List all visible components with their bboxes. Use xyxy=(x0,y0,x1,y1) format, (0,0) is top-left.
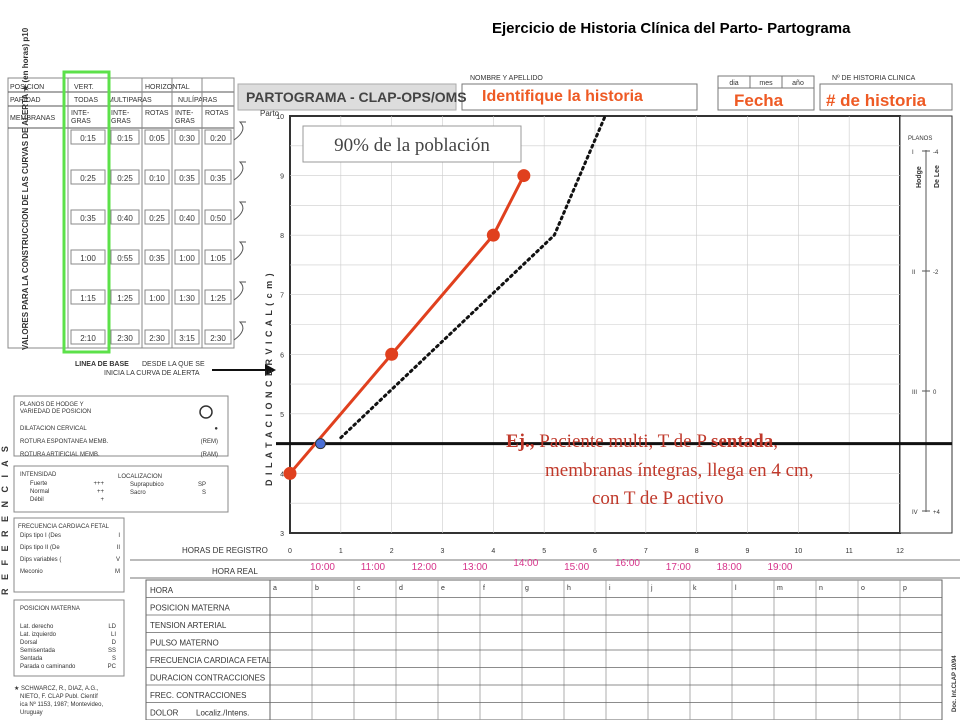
alert-value: 1:00 xyxy=(149,294,165,303)
sub-header: INTE- xyxy=(71,110,90,117)
ref-hodge-title: VARIEDAD DE POSICION xyxy=(20,409,92,415)
row-label-paridad: PARIDAD xyxy=(10,97,41,104)
example-line-1 xyxy=(506,431,778,452)
alert-value: 0:30 xyxy=(179,134,195,143)
record-column-letter: g xyxy=(525,585,529,592)
row-label-membranas: MEMBRANAS xyxy=(10,115,56,122)
real-hour-label: 13:00 xyxy=(462,562,488,573)
x-tick-label: 0 xyxy=(288,548,292,555)
citation-text: Uruguay xyxy=(20,710,43,716)
date-label: mes xyxy=(759,80,773,87)
header-multiparas: MULTIPARAS xyxy=(108,97,152,104)
record-column-letter: n xyxy=(819,585,823,592)
posicion-title: POSICION MATERNA xyxy=(20,606,80,612)
record-column-letter: b xyxy=(315,585,319,592)
alert-value: 0:15 xyxy=(80,134,96,143)
alert-value: 2:30 xyxy=(117,334,133,343)
planos-roman: I xyxy=(912,150,914,156)
alert-value: 0:15 xyxy=(117,134,133,143)
doc-code: Doc. Int.CLAP 10/94 xyxy=(952,655,958,712)
fcf-label: Meconio xyxy=(20,569,43,575)
x-tick-label: 11 xyxy=(845,548,853,555)
record-column-letter: l xyxy=(735,585,737,592)
alert-value: 0:20 xyxy=(210,134,226,143)
alert-value: 0:50 xyxy=(210,214,226,223)
posicion-code: S xyxy=(111,656,116,662)
planos-roman: III xyxy=(912,390,918,396)
intensidad-label: Fuerte xyxy=(30,481,48,487)
intensidad-label: Normal xyxy=(30,489,50,495)
record-row-label: DURACION CONTRACCIONES xyxy=(150,673,266,683)
alert-arrow xyxy=(234,162,246,180)
x-tick-label: 8 xyxy=(694,548,699,555)
localizacion-label: Sacro xyxy=(130,490,146,496)
posicion-label: Lat. derecho xyxy=(20,624,54,630)
posicion-label: Semisentada xyxy=(20,648,56,654)
ref-item-label: ROTURA ARTIFICIAL MEMB. xyxy=(20,452,100,458)
intensidad-code: + xyxy=(100,497,104,503)
posicion-label: Sentada xyxy=(20,656,43,662)
example-emphasis: sentada xyxy=(710,431,774,452)
fcf-title: FRECUENCIA CARDIACA FETAL xyxy=(18,524,109,530)
dilation-point xyxy=(385,348,398,361)
x-tick-label: 12 xyxy=(896,548,904,555)
alert-value: 0:55 xyxy=(117,254,133,263)
real-hour-label: 18:00 xyxy=(716,562,742,573)
fcf-code: I xyxy=(118,533,120,539)
ref-item-code: (REM) xyxy=(200,439,218,445)
header-todas: TODAS xyxy=(74,97,98,104)
date-label: dia xyxy=(729,80,739,87)
date-placeholder: Fecha xyxy=(734,91,784,110)
sub-header: GRAS xyxy=(111,118,131,125)
real-hour-label: 17:00 xyxy=(665,562,691,573)
record-column-letter: i xyxy=(609,585,611,592)
alert-value: 1:00 xyxy=(179,254,195,263)
example-line-3: con T de P activo xyxy=(592,488,724,509)
alert-value: 1:00 xyxy=(80,254,96,263)
delee-label: De Lee xyxy=(934,165,941,188)
posicion-code: PC xyxy=(107,664,116,670)
header-horizontal: HORIZONTAL xyxy=(145,84,190,91)
real-hour-label: 19:00 xyxy=(767,562,793,573)
record-number-placeholder: # de historia xyxy=(826,91,927,110)
localizacion-code: S xyxy=(201,490,206,496)
posicion-code: D xyxy=(111,640,116,646)
ref-item-code: ● xyxy=(214,426,218,432)
alert-arrow xyxy=(234,242,246,260)
record-column-letter: a xyxy=(273,585,277,592)
date-label: año xyxy=(792,80,804,87)
record-row-label: FRECUENCIA CARDIACA FETAL xyxy=(150,656,272,665)
y-tick-label: 5 xyxy=(280,411,284,419)
real-hour-label: 12:00 xyxy=(411,562,437,573)
real-hour-label: 11:00 xyxy=(360,562,386,573)
intensidad-label: Débil xyxy=(30,497,44,503)
sub-header: GRAS xyxy=(175,118,195,125)
planos-title: PLANOS xyxy=(908,136,933,142)
baseline-label: LINEA DE BASE xyxy=(75,361,129,368)
record-column-letter: f xyxy=(483,585,485,592)
x-tick-label: 10 xyxy=(794,548,803,555)
alert-value: 0:40 xyxy=(117,214,133,223)
row-label-posicion: POSICION xyxy=(10,84,45,91)
posicion-label: Parada o caminando xyxy=(20,664,76,670)
real-hour-label: 14:00 xyxy=(513,558,539,569)
planos-delee: -4 xyxy=(933,150,939,156)
x-tick-label: 3 xyxy=(440,548,445,555)
annotation-text: 90% de la población xyxy=(334,135,490,156)
alert-value: 0:25 xyxy=(149,214,165,223)
alert-value: 0:35 xyxy=(80,214,96,223)
dilation-point xyxy=(284,467,297,480)
localizacion-code: SP xyxy=(197,482,206,488)
citation-text: ★ SCHWARCZ, R., DIAZ, A.G., xyxy=(14,686,99,692)
real-hour-label: 10:00 xyxy=(309,562,335,573)
record-number-label: Nº DE HISTORIA CLINICA xyxy=(832,75,916,82)
record-column-letter: p xyxy=(903,585,907,592)
real-hour-label: 15:00 xyxy=(564,562,590,573)
planos-delee: +4 xyxy=(933,510,940,516)
record-column-letter: j xyxy=(651,585,653,592)
alert-value: 1:25 xyxy=(210,294,226,303)
y-tick-label: 8 xyxy=(280,233,284,241)
x-tick-label: 2 xyxy=(389,548,394,555)
alert-value: 0:35 xyxy=(149,254,165,263)
x-tick-label: 4 xyxy=(491,548,496,555)
y-tick-label: 9 xyxy=(280,173,284,181)
alert-value: 0:25 xyxy=(80,174,96,183)
slide-title: Ejercicio de Historia Clínica del Parto- Partograma xyxy=(492,20,851,37)
posicion-code: LD xyxy=(108,624,116,630)
y-tick-label: 4 xyxy=(280,471,284,479)
hora-real-label: HORA REAL xyxy=(212,567,258,576)
alert-value: 2:30 xyxy=(149,334,165,343)
hodge-symbol xyxy=(200,406,212,418)
sub-header: ROTAS xyxy=(205,110,229,117)
record-column-letter: o xyxy=(861,585,865,592)
posicion-label: Dorsal xyxy=(20,640,38,646)
alert-value: 0:40 xyxy=(179,214,195,223)
alert-value: 2:30 xyxy=(210,334,226,343)
record-row-label: HORA xyxy=(150,586,174,595)
x-tick-label: 5 xyxy=(542,548,547,555)
alert-arrow xyxy=(234,202,246,220)
alert-value: 2:10 xyxy=(80,334,96,343)
fcf-label: Dips tipo I (Des xyxy=(20,533,62,539)
sub-header: ROTAS xyxy=(145,110,169,117)
x-tick-label: 1 xyxy=(338,548,343,555)
y-tick-label: 3 xyxy=(280,531,284,538)
record-row-label: POSICION MATERNA xyxy=(150,603,230,613)
alert-value: 0:35 xyxy=(179,174,195,183)
record-column-letter: m xyxy=(777,585,783,592)
alert-arrow xyxy=(234,322,246,340)
alert-value: 0:35 xyxy=(210,174,226,183)
example-prefix: Ej., xyxy=(506,431,535,452)
fcf-label: Dips tipo II (De xyxy=(20,545,60,551)
alert-value: 3:15 xyxy=(179,334,195,343)
fcf-code: M xyxy=(115,569,120,575)
example-text: Paciente multi, T de P xyxy=(534,431,711,452)
sub-header: INTE- xyxy=(175,110,194,117)
example-line-2: membranas íntegras, llega en 4 cm, xyxy=(545,460,814,481)
record-row-label: FREC. CONTRACCIONES xyxy=(150,691,247,700)
intensidad-code: +++ xyxy=(93,481,104,487)
alert-value: 0:10 xyxy=(149,174,165,183)
planos-delee: -2 xyxy=(933,270,939,276)
record-row-label: TENSION ARTERIAL xyxy=(150,621,227,630)
example-text: , xyxy=(773,431,778,452)
alert-value: 1:15 xyxy=(80,294,96,303)
planos-delee: 0 xyxy=(933,390,937,396)
y-axis-label: D I L A T A C I O N C E R V I C A L ( c m ) xyxy=(264,272,274,486)
ref-hodge-title: PLANOS DE HODGE Y xyxy=(20,402,84,408)
fcf-label: Dips variables ( xyxy=(20,557,62,563)
posicion-code: SS xyxy=(107,648,116,654)
fcf-code: V xyxy=(115,557,120,563)
localizacion-label: Suprapubico xyxy=(130,482,164,488)
record-column-letter: c xyxy=(357,585,361,592)
alert-value: 1:05 xyxy=(210,254,226,263)
record-column-letter: d xyxy=(399,585,403,592)
planos-roman: II xyxy=(912,270,916,276)
posicion-label: Lat. izquierdo xyxy=(20,632,57,638)
baseline-text: INICIA LA CURVA DE ALERTA xyxy=(104,370,200,377)
record-column-letter: k xyxy=(693,585,697,592)
patient-name-label: NOMBRE Y APELLIDO xyxy=(470,75,543,82)
alert-value: 0:05 xyxy=(149,134,165,143)
x-tick-label: 6 xyxy=(593,548,597,555)
baseline-text: DESDE LA QUE SE xyxy=(142,361,205,368)
y-tick-label: 6 xyxy=(280,352,284,360)
header-nuliparas: NULÍPARAS xyxy=(178,97,218,104)
citation-text: ica Nº 1153, 1987; Montevideo, xyxy=(20,702,104,708)
form-name: PARTOGRAMA - CLAP-OPS/OMS xyxy=(246,89,467,105)
x-tick-label: 9 xyxy=(745,548,750,555)
ref-item-label: DILATACION CERVICAL xyxy=(20,426,87,432)
dilation-point xyxy=(487,229,500,242)
y-tick-label: 10 xyxy=(276,114,284,121)
dilation-point xyxy=(517,169,530,182)
intensidad-code: ++ xyxy=(96,489,104,495)
sub-header: INTE- xyxy=(111,110,130,117)
planos-roman: IV xyxy=(912,510,918,516)
sub-header: GRAS xyxy=(71,118,91,125)
alert-arrow xyxy=(234,122,246,140)
record-column-letter: h xyxy=(567,585,571,592)
alert-value: 1:30 xyxy=(179,294,195,303)
real-hour-label: 16:00 xyxy=(614,558,640,569)
header-vert: VERT. xyxy=(74,84,94,91)
alert-table-title: VALORES PARA LA CONSTRUCCION DE LAS CURVAS DE ALERTA ★ (en horas) p10 xyxy=(21,27,30,350)
patient-name-placeholder: Identifique la historia xyxy=(482,88,643,105)
parto-label: Parto xyxy=(260,109,280,118)
alert-arrow xyxy=(234,282,246,300)
record-column-letter: e xyxy=(441,585,445,592)
y-tick-label: 7 xyxy=(280,292,284,300)
dolor-sub-label: Localiz./Intens. xyxy=(196,708,250,718)
alert-value: 1:25 xyxy=(117,294,133,303)
alert-value: 0:25 xyxy=(117,174,133,183)
record-row-label: DOLOR xyxy=(150,708,179,718)
localizacion-title: LOCALIZACION xyxy=(118,474,163,480)
ref-item-code: (RAM) xyxy=(200,452,218,458)
record-row-label: PULSO MATERNO xyxy=(150,638,219,648)
ref-item-label: ROTURA ESPONTANEA MEMB. xyxy=(20,439,109,445)
references-title: R E F E R E N C I A S xyxy=(0,443,10,595)
fcf-code: II xyxy=(116,545,120,551)
x-tick-label: 7 xyxy=(643,548,648,555)
horas-registro-label: HORAS DE REGISTRO xyxy=(182,546,268,555)
alert-start-point xyxy=(316,439,326,449)
posicion-code: LI xyxy=(110,632,116,638)
citation-text: NIETO, F. CLAP Publ. Científ xyxy=(20,694,98,700)
hodge-label: Hodge xyxy=(916,166,923,188)
intensidad-title: INTENSIDAD xyxy=(20,472,57,478)
